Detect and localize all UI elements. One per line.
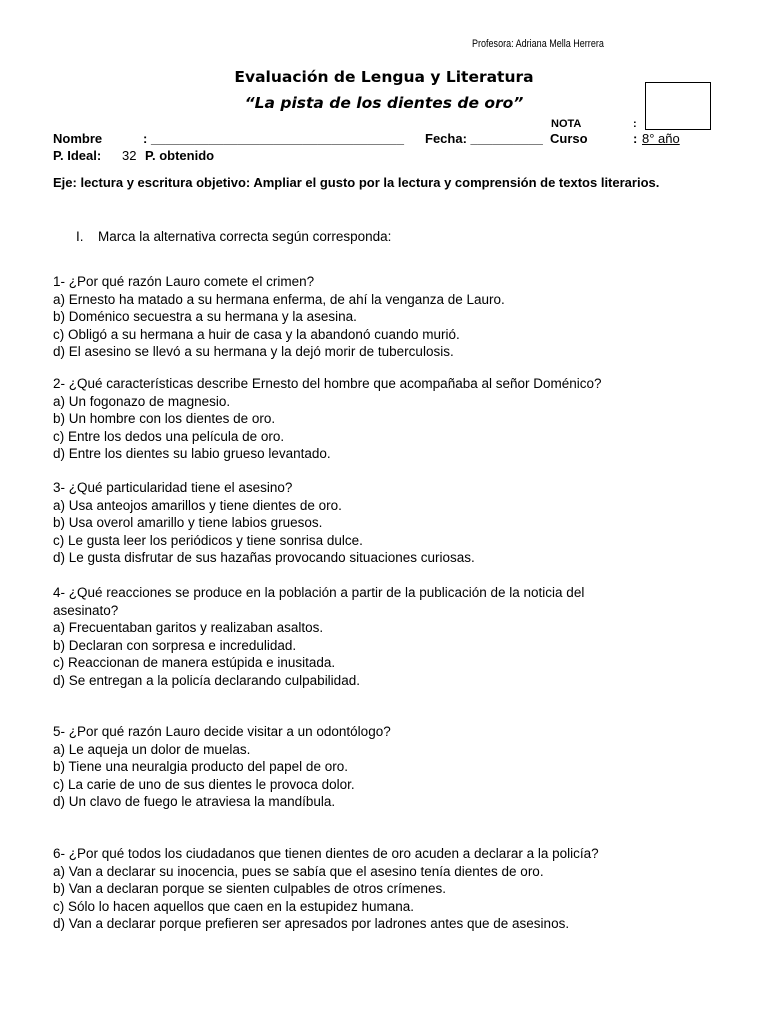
objective-line: Eje: lectura y escritura objetivo: Ampliar el gusto por la lectura y comprensión de textos literarios. [53,175,660,190]
pideal-label: P. Ideal: [53,148,102,163]
answer-option[interactable]: b) Un hombre con los dientes de oro. [53,411,276,426]
pideal-value: 32 [122,148,137,163]
answer-option[interactable]: c) Obligó a su hermana a huir de casa y la abandonó cuando murió. [53,326,460,342]
answer-option[interactable]: a) Un fogonazo de magnesio. [53,393,231,409]
answer-option[interactable]: b) Van a declaran porque se sienten culpables de otros crímenes. [53,881,446,896]
question-text: 5- ¿Por qué razón Lauro decide visitar a un odontólogo? [53,724,391,739]
answer-option[interactable]: b) Doménico secuestra a su hermana y la asesina. [53,309,357,324]
page-title: Evaluación de Lengua y Literatura [234,68,534,86]
pobtenido-label: P. obtenido [145,148,215,163]
question-text: 1- ¿Por qué razón Lauro comete el crimen? [53,274,315,289]
answer-option[interactable]: b) Declaran con sorpresa e incredulidad. [53,637,297,653]
question-block [53,375,602,463]
nota-colon: : [633,118,637,130]
fecha-field[interactable]: Fecha: __________ [425,131,543,146]
answer-option[interactable]: c) Le gusta leer los periódicos y tiene sonrisa dulce. [53,532,363,548]
nota-label: NOTA [551,118,582,130]
question-block [53,273,505,361]
teacher-name: Profesora: Adriana Mella Herrera [472,38,604,50]
answer-option[interactable]: c) Sólo lo hacen aquellos que caen en la estupidez humana. [53,898,414,914]
nombre-field[interactable]: : ___________________________________ [143,131,404,146]
curso-label: Curso [550,131,588,146]
question-block [53,845,599,933]
question-text: 4- ¿Qué reacciones se produce en la población a partir de la publicación de la noticia del [53,585,585,600]
question-text: asesinato? [53,602,119,618]
question-block [53,584,584,689]
curso-value: 8° año [642,131,680,146]
answer-option[interactable]: d) Entre los dientes su labio grueso levantado. [53,446,331,461]
answer-option[interactable]: b) Usa overol amarillo y tiene labios gruesos. [53,515,323,530]
question-text: 2- ¿Qué características describe Ernesto del hombre que acompañaba al señor Doménico? [53,376,602,391]
question-text: 3- ¿Qué particularidad tiene el asesino? [53,480,293,495]
page-subtitle: “La pista de los dientes de oro” [244,94,524,112]
question-text: 6- ¿Por qué todos los ciudadanos que tienen dientes de oro acuden a declarar a la policía? [53,846,599,861]
section-instruction: Marca la alternativa correcta según corresponda: [98,229,392,244]
answer-option[interactable]: c) La carie de uno de sus dientes le provoca dolor. [53,776,355,792]
question-block [53,723,391,811]
answer-option[interactable]: a) Ernesto ha matado a su hermana enferma, de ahí la venganza de Lauro. [53,291,505,307]
section-numeral: I. [76,229,84,244]
question-block [53,479,475,567]
answer-option[interactable]: d) Le gusta disfrutar de sus hazañas provocando situaciones curiosas. [53,550,475,565]
answer-option[interactable]: a) Van a declarar su inocencia, pues se sabía que el asesino tenía dientes de oro. [53,863,544,879]
answer-option[interactable]: d) Van a declarar porque prefieren ser apresados por ladrones antes que de asesinos. [53,916,570,931]
answer-option[interactable]: d) Un clavo de fuego le atraviesa la mandíbula. [53,794,336,809]
answer-option[interactable]: a) Usa anteojos amarillos y tiene dientes de oro. [53,497,342,513]
answer-option[interactable]: b) Tiene una neuralgia producto del papel de oro. [53,759,348,774]
answer-option[interactable]: a) Frecuentaban garitos y realizaban asaltos. [53,620,324,635]
answer-option[interactable]: d) Se entregan a la policía declarando culpabilidad. [53,672,360,688]
curso-colon: : [633,131,638,146]
nombre-label: Nombre [53,131,103,146]
answer-option[interactable]: c) Reaccionan de manera estúpida e inusitada. [53,655,336,670]
answer-option[interactable]: c) Entre los dedos una película de oro. [53,428,285,444]
grade-box[interactable] [645,82,711,130]
answer-option[interactable]: a) Le aqueja un dolor de muelas. [53,741,251,757]
answer-option[interactable]: d) El asesino se llevó a su hermana y la dejó morir de tuberculosis. [53,344,454,359]
